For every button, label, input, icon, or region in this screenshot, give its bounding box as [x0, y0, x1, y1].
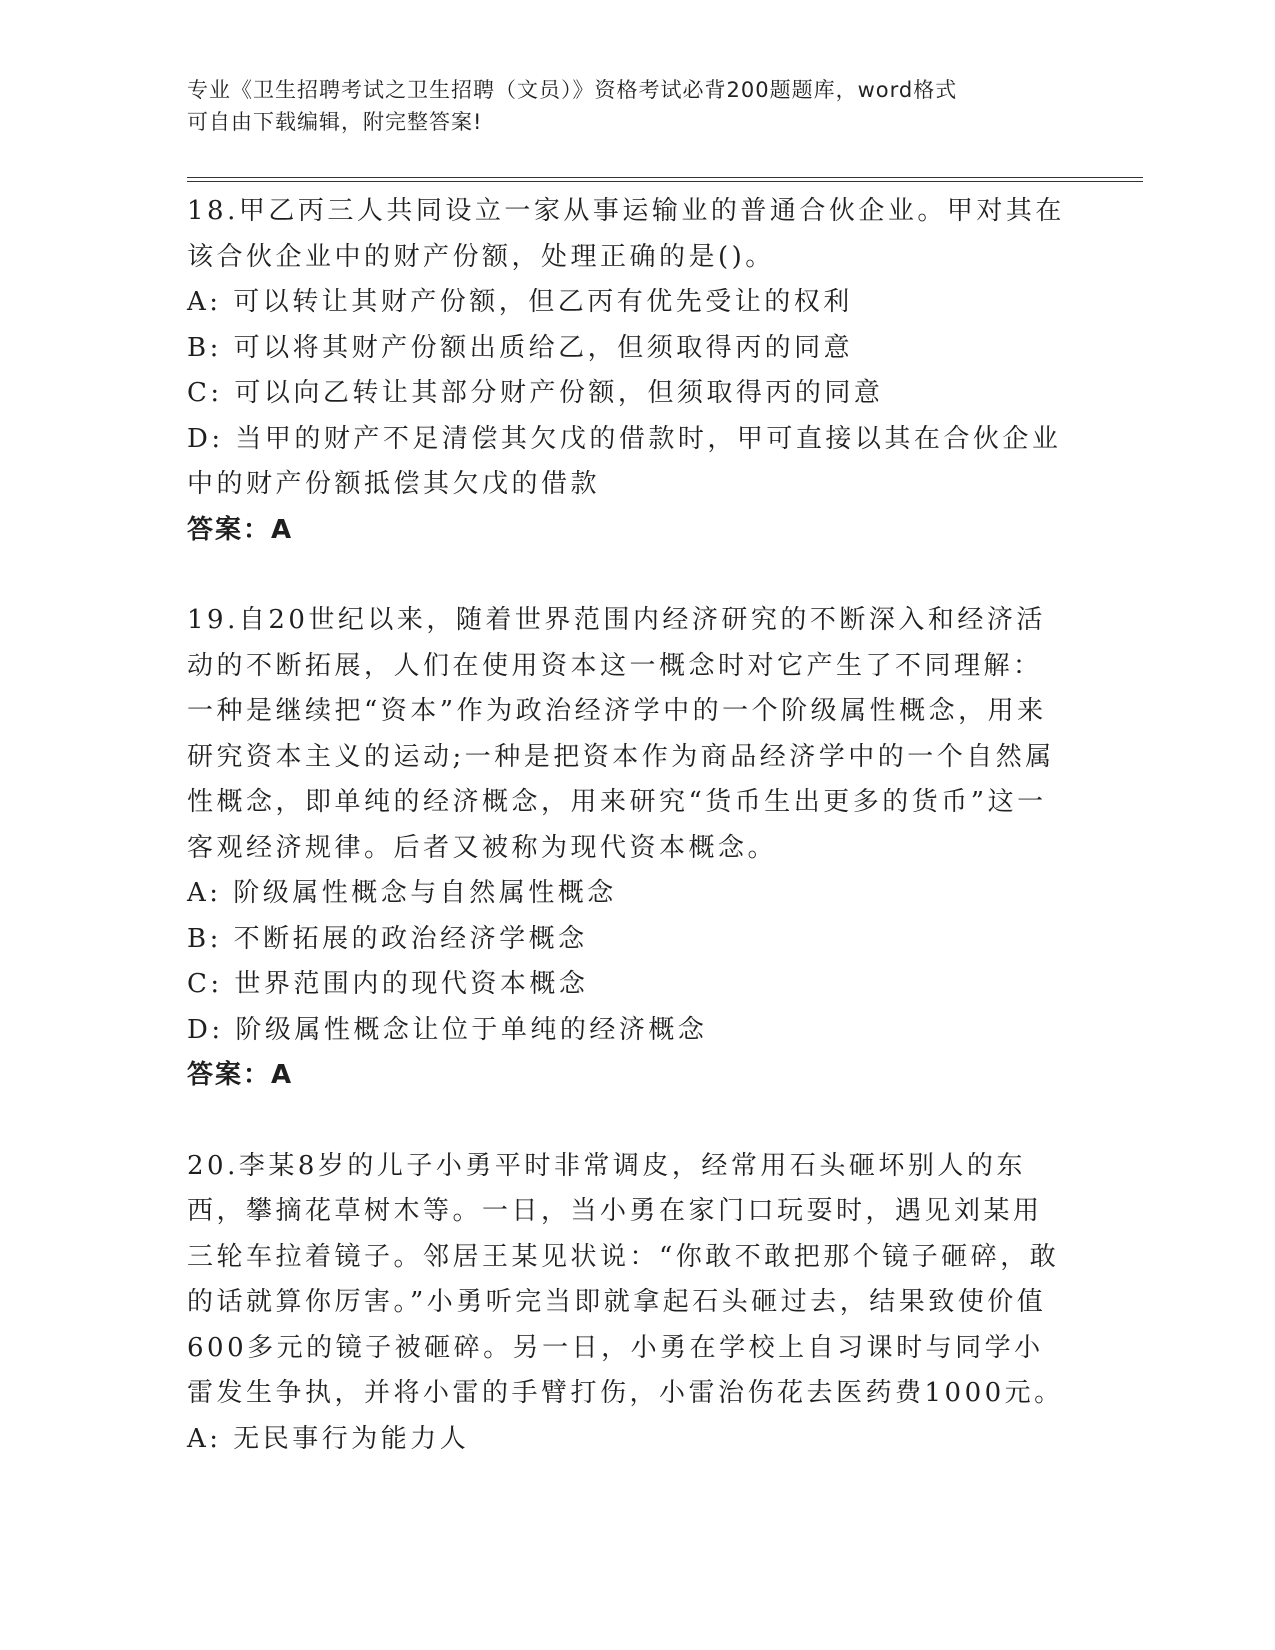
option-c: C: 可以向乙转让其部分财产份额，但须取得丙的同意: [187, 378, 884, 408]
question-19: [187, 598, 1067, 1099]
option-c: C: 世界范围内的现代资本概念: [187, 969, 589, 999]
question-text: 19.自20世纪以来，随着世界范围内经济研究的不断深入和经济活动的不断拓展，人们在使用资本这一概念时对它产生了不同理解：一种是继续把“资本”作为政治经济学中的一个阶级属性概念，用来研究资本主义的运动;一种是把资本作为商品经济学中的一个自然属性概念，即单纯的经济概念，用来研究“货币生出更多的货币”这一客观经济规律。后者又被称为现代资本概念。: [187, 605, 1055, 863]
answer-label: 答案：A: [187, 514, 294, 545]
header-title-line1: 专业《卫生招聘考试之卫生招聘（文员）》资格考试必背200题题库，word格式: [187, 78, 958, 102]
header-title-line2: 可自由下载编辑，附完整答案!: [187, 110, 483, 134]
question-spacer: [187, 553, 1067, 598]
question-18: [187, 189, 1067, 553]
option-a: A: 可以转让其财产份额，但乙丙有优先受让的权利: [187, 287, 853, 317]
question-text: 18.甲乙丙三人共同设立一家从事运输业的普通合伙企业。甲对其在该合伙企业中的财产份额，处理正确的是()。: [187, 196, 1065, 272]
option-a: A: 无民事行为能力人: [187, 1423, 470, 1454]
option-b: B: 可以将其财产份额出质给乙，但须取得丙的同意: [187, 332, 854, 363]
question-list: [187, 189, 1067, 1462]
answer-label: 答案：A: [187, 1060, 294, 1090]
document-header: [187, 74, 1067, 138]
option-d: D: 阶级属性概念让位于单纯的经济概念: [187, 1014, 708, 1045]
question-text: 20.李某8岁的儿子小勇平时非常调皮，经常用石头砸坏别人的东西，攀摘花草树木等。一日，当小勇在家门口玩耍时，遇见刘某用三轮车拉着镜子。邻居王某见状说：“你敢不敢把那个镜子砸碎，敢的话就算你厉害。”小勇听完当即就拿起石头砸过去，结果致使价值600多元的镜子被砸碎。另一日，小勇在学校上自习课时与同学小雷发生争执，并将小雷的手臂打伤，小雷治伤花去医药费1000元。: [187, 1150, 1064, 1408]
option-a: A: 阶级属性概念与自然属性概念: [187, 878, 617, 908]
question-spacer: [187, 1099, 1067, 1144]
header-divider: [187, 177, 1143, 182]
option-d: D: 当甲的财产不足清偿其欠戊的借款时，甲可直接以其在合伙企业中的财产份额抵偿其欠戊的借款: [187, 423, 1062, 499]
option-b: B: 不断拓展的政治经济学概念: [187, 923, 588, 954]
question-20: [187, 1144, 1067, 1463]
